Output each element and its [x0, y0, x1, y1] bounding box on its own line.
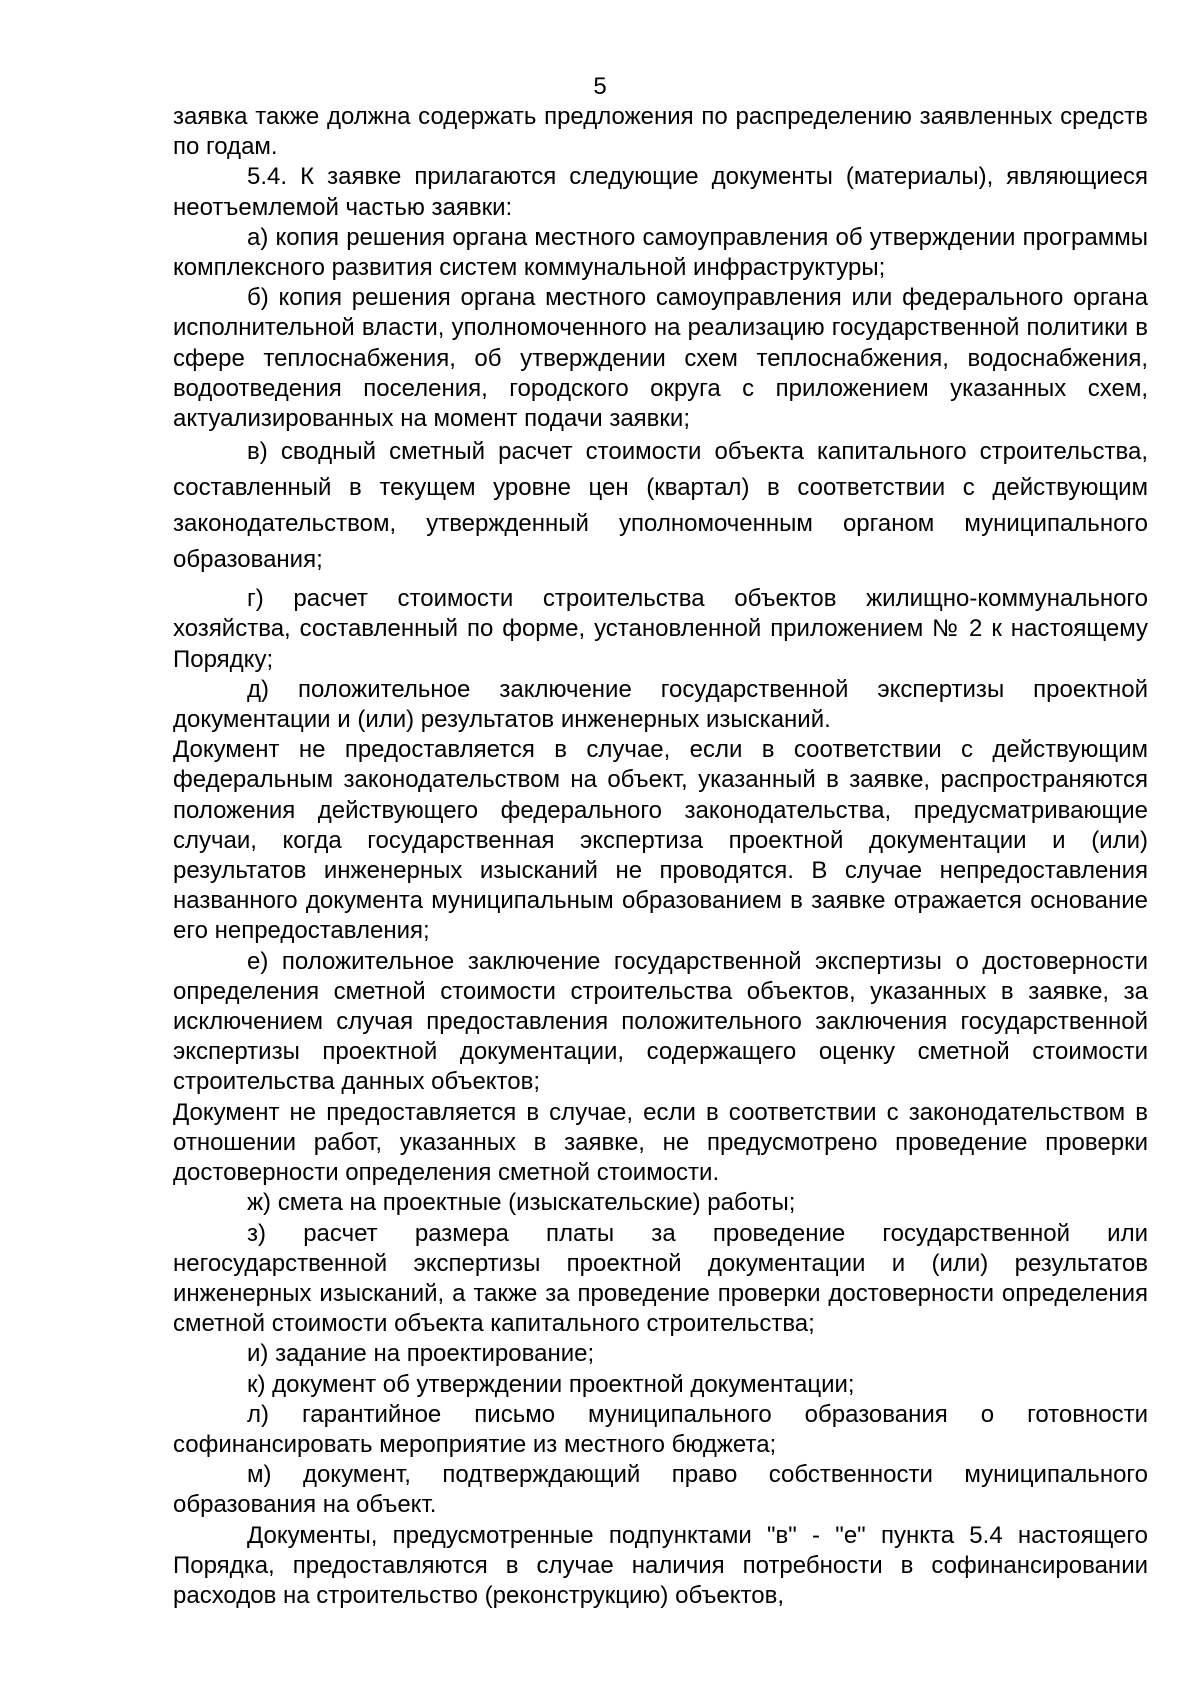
paragraph-item-k: к) документ об утверждении проектной документации; — [247, 1370, 855, 1398]
paragraph-continuation: заявка также должна содержать предложения по распределению заявленных средств по годам. — [173, 103, 1148, 161]
paragraph-item-m: м) документ, подтверждающий право собственности муниципального образования на объект. — [173, 1461, 1148, 1519]
paragraph-item-z: з) расчет размера платы за проведение государственной или негосударственной экспертизы проектной документации и (или) результатов инженерных изысканий, а также за проведение проверки достоверности определения сметной стоимости объекта капитального строительства; — [173, 1219, 1148, 1338]
page-number: 5 — [593, 73, 607, 100]
paragraph-item-l: л) гарантийное письмо муниципального образования о готовности софинансировать мероприятие из местного бюджета; — [173, 1400, 1148, 1458]
paragraph-item-g: г) расчет стоимости строительства объектов жилищно-коммунального хозяйства, составленный по форме, установленной приложением № 2 к настоящему Порядку; — [173, 585, 1148, 673]
paragraph-note-e: Документ не предоставляется в случае, если в соответствии с законодательством в отношении работ, указанных в заявке, не предусмотрено проведение проверки достоверности определения сметной стоимости. — [173, 1098, 1148, 1187]
paragraph-item-i: и) задание на проектирование; — [247, 1340, 595, 1368]
paragraph-item-e: е) положительное заключение государственной экспертизы о достоверности определения сметной стоимости строительства объектов, указанных в заявке, за исключением случая предоставления положительного заключения государственной экспертизы проектной документации, содержащего оценку сметной стоимости строительства данных объектов; — [173, 947, 1148, 1096]
paragraph-item-b: б) копия решения органа местного самоуправления или федерального органа исполнительной власти, уполномоченного на реализацию государственной политики в сфере теплоснабжения, об утверждении схем теплоснабжения, водоснабжения, водоотведения поселения, городского округа с приложением указанных схем, актуализированных на момент подачи заявки; — [173, 284, 1148, 433]
paragraph-item-a: а) копия решения органа местного самоуправления об утверждении программы комплексного развития систем коммунальной инфраструктуры; — [173, 223, 1148, 282]
paragraph-item-v: в) сводный сметный расчет стоимости объекта капитального строительства, составленный в текущем уровне цен (квартал) в соответствии с действующим законодательством, утвержденный уполномоченным органом муниципального образования; — [173, 438, 1148, 574]
paragraph-note-d: Документ не предоставляется в случае, если в соответствии с действующим федеральным законодательством на объект, указанный в заявке, распространяются положения действующего федерального законодательства, предусматривающие случаи, когда государственная экспертиза проектной документации и (или) результатов инженерных изысканий не проводятся. В случае непредоставления названного документа муниципальным образованием в заявке отражается основание его непредоставления; — [173, 736, 1148, 945]
paragraph-item-d: д) положительное заключение государственной экспертизы проектной документации и (или) результатов инженерных изысканий. — [173, 675, 1148, 734]
paragraph-documents-note: Документы, предусмотренные подпунктами "в" - "е" пункта 5.4 настоящего Порядка, предоставляются в случае наличия потребности в софинансировании расходов на строительство (реконструкцию) объектов, — [173, 1521, 1148, 1609]
paragraph-item-zh: ж) смета на проектные (изыскательские) работы; — [247, 1189, 796, 1217]
document-body — [173, 102, 1148, 1611]
paragraph-5-4: 5.4. К заявке прилагаются следующие документы (материалы), являющиеся неотъемлемой частью заявки: — [173, 163, 1148, 221]
